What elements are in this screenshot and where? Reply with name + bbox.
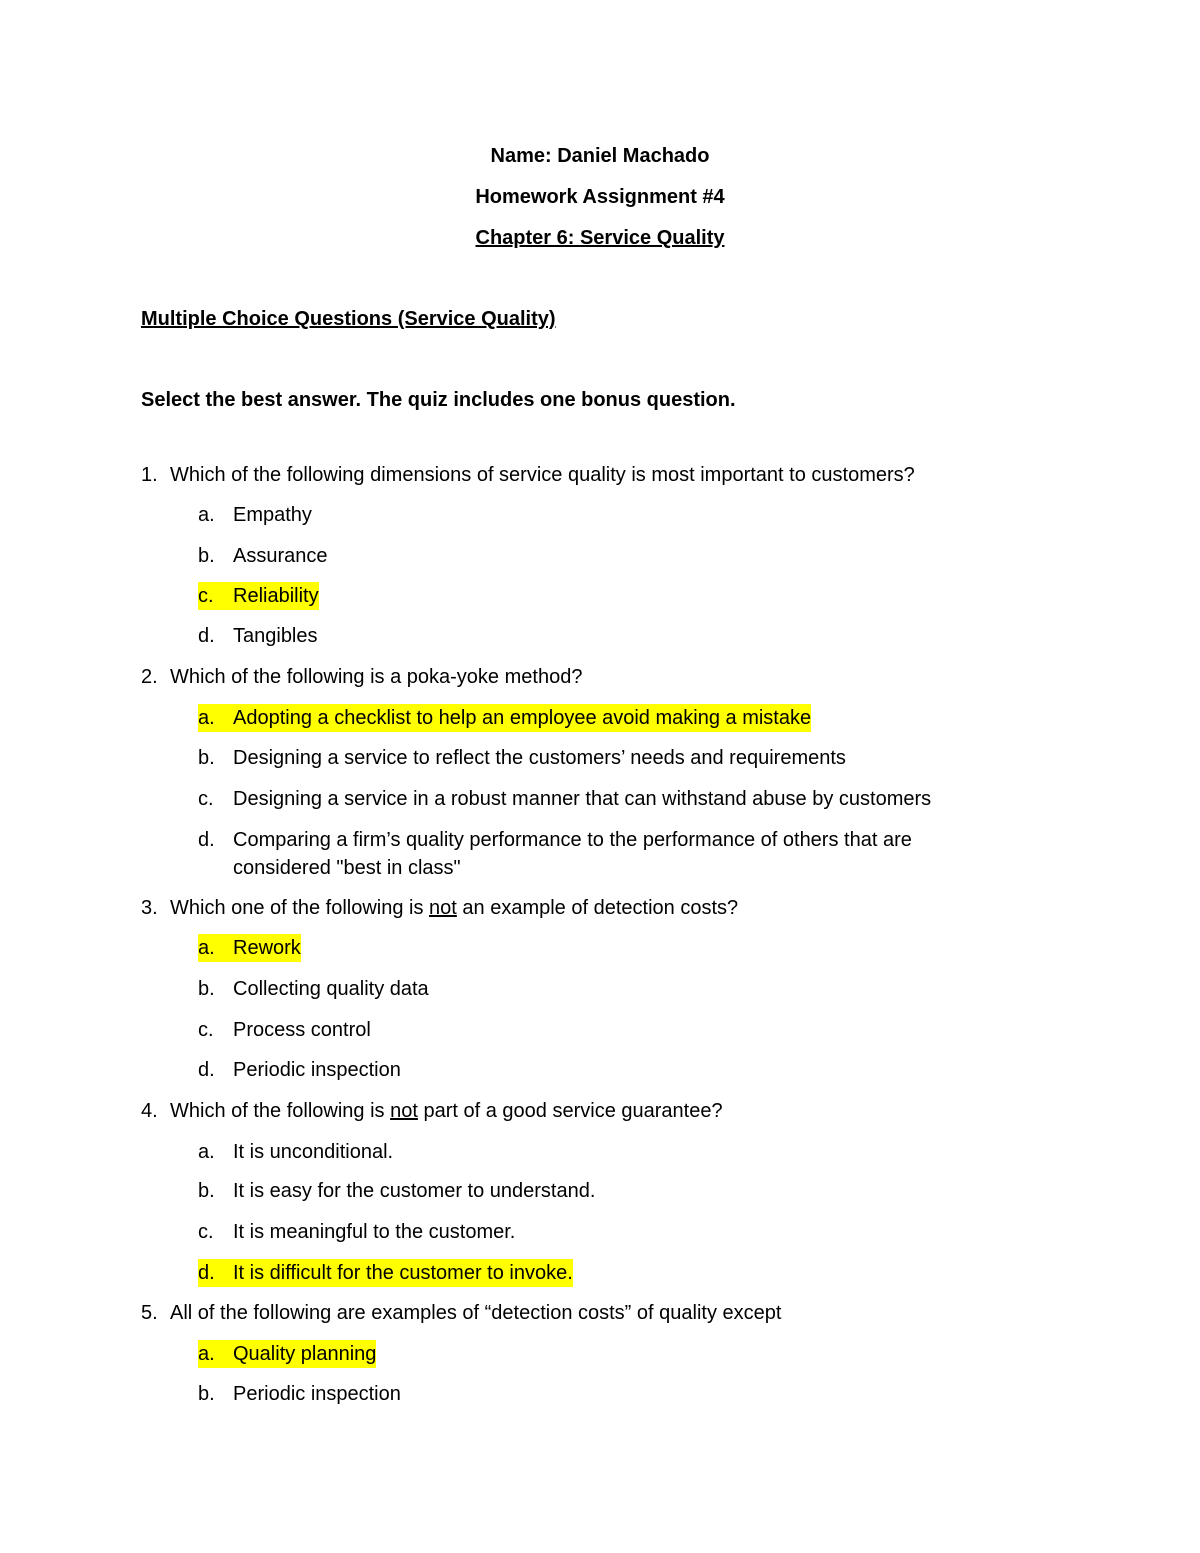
question-3 — [141, 894, 738, 922]
option-letter: a. — [198, 934, 233, 962]
option-text: Collecting quality data — [233, 978, 429, 1000]
question-number: 4. — [141, 1100, 158, 1122]
q1-option-a — [198, 501, 312, 529]
option-letter: b. — [198, 747, 215, 769]
option-text: Empathy — [233, 504, 312, 526]
q2-option-d — [198, 826, 912, 882]
option-text: Rework — [233, 934, 301, 962]
option-letter: d. — [198, 1259, 233, 1287]
option-text: Designing a service in a robust manner that can withstand abuse by customers — [233, 788, 932, 810]
option-letter: b. — [198, 545, 215, 567]
option-text: Periodic inspection — [233, 1383, 401, 1405]
q4-option-b — [198, 1177, 595, 1205]
option-text: Periodic inspection — [233, 1059, 401, 1081]
question-number: 1. — [141, 464, 158, 486]
assignment-title: Homework Assignment #4 — [475, 186, 725, 208]
question-text-after: an example of detection costs? — [456, 897, 739, 919]
option-letter: c. — [198, 582, 233, 610]
question-text-emphasis: not — [429, 897, 457, 919]
option-text: Adopting a checklist to help an employee avoid making a mistake — [233, 704, 811, 732]
option-letter: c. — [198, 788, 214, 810]
q3-option-d — [198, 1056, 401, 1084]
option-letter: a. — [198, 704, 233, 732]
q3-option-a-highlighted — [198, 934, 301, 962]
question-2 — [141, 663, 582, 691]
q1-option-b — [198, 542, 328, 570]
option-letter: c. — [198, 1221, 214, 1243]
question-1 — [141, 461, 915, 489]
question-5 — [141, 1299, 781, 1327]
option-text-continuation: considered "best in class" — [233, 857, 461, 879]
q5-option-b — [198, 1380, 401, 1408]
q4-option-a — [198, 1138, 393, 1166]
option-letter: b. — [198, 1383, 215, 1405]
chapter-title — [0, 224, 1200, 252]
option-letter: d. — [198, 625, 215, 647]
q1-option-d — [198, 622, 318, 650]
student-name: Name: Daniel Machado — [490, 145, 710, 167]
option-text: It is meaningful to the customer. — [233, 1221, 516, 1243]
q5-option-a-highlighted — [198, 1340, 376, 1368]
section-title: Multiple Choice Questions (Service Quality) — [141, 308, 556, 330]
question-text-after: part of a good service guarantee? — [417, 1100, 723, 1122]
option-letter: b. — [198, 978, 215, 1000]
question-number: 5. — [141, 1302, 158, 1324]
option-text: It is unconditional. — [233, 1141, 394, 1163]
q4-option-d-highlighted — [198, 1259, 573, 1287]
question-text: Which of the following is a poka-yoke method? — [170, 666, 583, 688]
question-4 — [141, 1097, 723, 1125]
question-text: Which of the following dimensions of service quality is most important to customers? — [170, 464, 915, 486]
question-text: All of the following are examples of “detection costs” of quality except — [170, 1302, 782, 1324]
option-letter: a. — [198, 1141, 215, 1163]
q3-option-b — [198, 975, 429, 1003]
chapter-title-text: Chapter 6: Service Quality — [475, 227, 725, 249]
option-text: It is difficult for the customer to invoke. — [233, 1259, 573, 1287]
question-text-before: Which of the following is — [170, 1100, 391, 1122]
q1-option-c-highlighted — [198, 582, 319, 610]
option-letter: a. — [198, 504, 215, 526]
option-text: Process control — [233, 1019, 371, 1041]
q4-option-c — [198, 1218, 515, 1246]
option-letter: d. — [198, 1059, 215, 1081]
instructions: Select the best answer. The quiz includes one bonus question. — [141, 389, 736, 411]
q2-option-b — [198, 744, 846, 772]
q2-option-a-highlighted — [198, 704, 811, 732]
q3-option-c — [198, 1016, 371, 1044]
question-number: 3. — [141, 897, 158, 919]
option-text: Tangibles — [233, 625, 318, 647]
option-text: It is easy for the customer to understand. — [233, 1180, 596, 1202]
question-number: 2. — [141, 666, 158, 688]
option-letter: c. — [198, 1019, 214, 1041]
option-text: Reliability — [233, 582, 319, 610]
option-text: Assurance — [233, 545, 328, 567]
question-text-emphasis: not — [390, 1100, 418, 1122]
option-letter: a. — [198, 1340, 233, 1368]
option-text: Designing a service to reflect the customers’ needs and requirements — [233, 747, 846, 769]
option-text: Comparing a firm’s quality performance to the performance of others that are — [233, 829, 912, 851]
option-text: Quality planning — [233, 1340, 376, 1368]
question-text-before: Which one of the following is — [170, 897, 430, 919]
option-letter: b. — [198, 1180, 215, 1202]
option-letter: d. — [198, 829, 215, 851]
q2-option-c — [198, 785, 931, 813]
